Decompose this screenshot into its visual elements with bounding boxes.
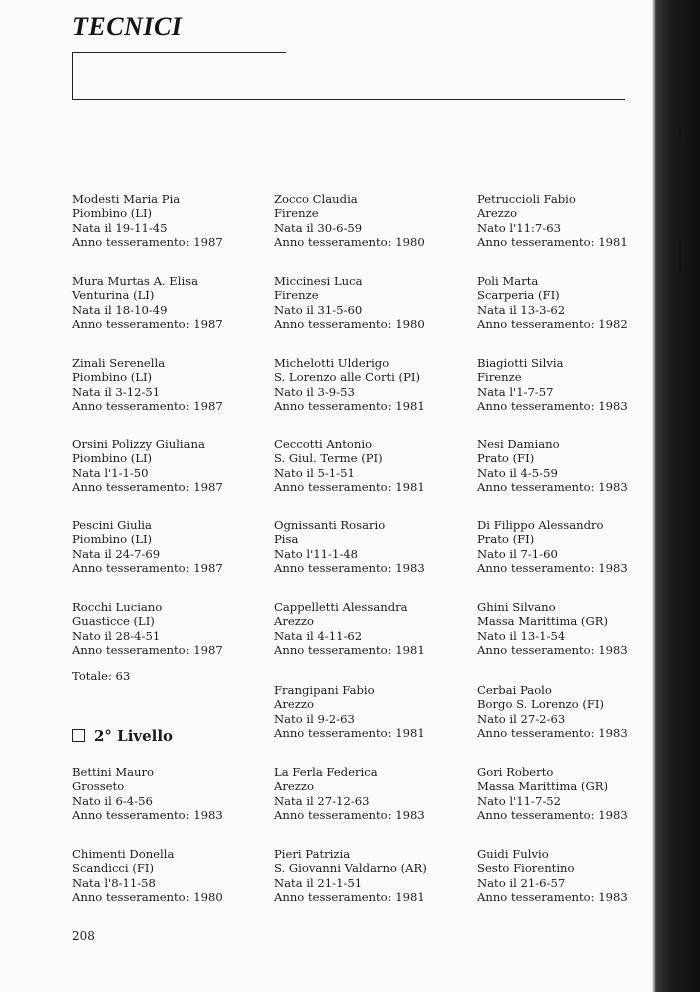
entry-card xyxy=(72,518,272,576)
spine-mark xyxy=(679,128,681,138)
entry-birth: Nato il 7-1-60 xyxy=(477,546,558,561)
entry-year: Anno tesseramento: 1981 xyxy=(274,890,425,905)
entry-name: Ghini Silvano xyxy=(477,600,556,614)
entry-year: Anno tesseramento: 1983 xyxy=(477,480,628,495)
entry-year: Anno tesseramento: 1980 xyxy=(274,235,425,250)
entry-card xyxy=(274,765,474,823)
entry-name: Chimenti Donella xyxy=(72,847,175,861)
entry-card xyxy=(477,600,677,658)
entry-year: Anno tesseramento: 1980 xyxy=(72,890,223,905)
entry-name: Bettini Mauro xyxy=(72,765,155,779)
entry-name: Michelotti Ulderigo xyxy=(274,356,390,370)
header-rule-top xyxy=(72,52,286,53)
entry-place: Grosseto xyxy=(72,779,125,794)
entry-birth: Nato il 27-2-63 xyxy=(477,711,566,726)
entry-card xyxy=(72,356,272,414)
level-heading xyxy=(72,727,173,745)
entry-card xyxy=(72,847,272,905)
entry-place: Scandicci (FI) xyxy=(72,861,154,876)
entry-card xyxy=(72,274,272,332)
entry-birth: Nato il 31-5-60 xyxy=(274,302,363,317)
entry-birth: Nato l'11-1-48 xyxy=(274,546,358,561)
entry-place: Arezzo xyxy=(274,697,314,712)
entry-card xyxy=(477,518,677,576)
entry-name: Mura Murtas A. Elisa xyxy=(72,274,199,288)
entry-name: Cerbai Paolo xyxy=(477,683,552,697)
entry-year: Anno tesseramento: 1983 xyxy=(477,561,628,576)
entry-birth: Nata il 3-12-51 xyxy=(72,384,161,399)
entry-year: Anno tesseramento: 1983 xyxy=(477,643,628,658)
header-rule-left xyxy=(72,52,73,100)
total-count: Totale: 63 xyxy=(72,669,131,683)
spine-mark xyxy=(679,240,681,270)
entry-birth: Nata il 24-7-69 xyxy=(72,546,161,561)
entry-name: Miccinesi Luca xyxy=(274,274,363,288)
entry-name: Orsini Polizzy Giuliana xyxy=(72,437,205,451)
entry-birth: Nato il 9-2-63 xyxy=(274,711,355,726)
entry-card xyxy=(477,683,677,741)
entry-birth: Nato il 3-9-53 xyxy=(274,384,355,399)
entry-birth: Nata l'1-1-50 xyxy=(72,465,149,480)
entry-card xyxy=(274,356,474,414)
entry-name: Biagiotti Silvia xyxy=(477,356,564,370)
entry-name: Zocco Claudia xyxy=(274,192,358,206)
entry-card xyxy=(477,765,677,823)
checkbox-square-icon xyxy=(72,729,85,742)
page-number: 208 xyxy=(72,929,95,943)
entry-place: Guasticce (LI) xyxy=(72,614,155,629)
entry-place: Scarperia (FI) xyxy=(477,288,560,303)
entry-card xyxy=(72,600,272,658)
level-heading-text: 2° Livello xyxy=(94,727,174,745)
entry-name: Rocchi Luciano xyxy=(72,600,163,614)
entry-name: Zinali Serenella xyxy=(72,356,166,370)
entry-card xyxy=(274,274,474,332)
entry-place: Firenze xyxy=(274,206,319,221)
entry-place: Pisa xyxy=(274,532,299,547)
entry-name: Ceccotti Antonio xyxy=(274,437,373,451)
entry-name: Gori Roberto xyxy=(477,765,554,779)
entry-card xyxy=(72,437,272,495)
entry-birth: Nata l'8-11-58 xyxy=(72,875,156,890)
entry-place: Piombino (LI) xyxy=(72,206,153,221)
entry-place: Prato (FI) xyxy=(477,451,535,466)
entry-birth: Nata il 13-3-62 xyxy=(477,302,566,317)
entry-birth: Nata il 4-11-62 xyxy=(274,628,363,643)
entry-year: Anno tesseramento: 1987 xyxy=(72,480,223,495)
entry-birth: Nato il 5-1-51 xyxy=(274,465,355,480)
entry-name: Frangipani Fabio xyxy=(274,683,375,697)
entry-birth: Nato l'11:7-63 xyxy=(477,220,561,235)
entry-name: Cappelletti Alessandra xyxy=(274,600,408,614)
entry-year: Anno tesseramento: 1981 xyxy=(274,399,425,414)
entry-card xyxy=(477,437,677,495)
entry-year: Anno tesseramento: 1983 xyxy=(477,890,628,905)
entry-place: Arezzo xyxy=(274,614,314,629)
entry-place: S. Giul. Terme (PI) xyxy=(274,451,383,466)
entry-birth: Nata l'1-7-57 xyxy=(477,384,554,399)
entry-card xyxy=(477,274,677,332)
entry-name: Guidi Fulvio xyxy=(477,847,549,861)
book-spine-edge xyxy=(652,0,700,992)
entry-name: Ognissanti Rosario xyxy=(274,518,386,532)
entry-card xyxy=(72,192,272,250)
entry-card xyxy=(274,600,474,658)
entry-place: Piombino (LI) xyxy=(72,451,153,466)
entry-place: Prato (FI) xyxy=(477,532,535,547)
entry-year: Anno tesseramento: 1983 xyxy=(477,808,628,823)
entry-year: Anno tesseramento: 1983 xyxy=(477,399,628,414)
entry-card xyxy=(274,683,474,741)
entry-place: S. Lorenzo alle Corti (PI) xyxy=(274,370,420,385)
entry-year: Anno tesseramento: 1980 xyxy=(274,317,425,332)
entry-year: Anno tesseramento: 1987 xyxy=(72,561,223,576)
entry-card xyxy=(477,192,677,250)
entry-name: Petruccioli Fabio xyxy=(477,192,576,206)
entry-birth: Nato il 6-4-56 xyxy=(72,793,153,808)
entry-place: Borgo S. Lorenzo (FI) xyxy=(477,697,605,712)
entry-place: Piombino (LI) xyxy=(72,532,153,547)
entry-place: Piombino (LI) xyxy=(72,370,153,385)
entry-year: Anno tesseramento: 1983 xyxy=(72,808,223,823)
entry-place: Massa Marittima (GR) xyxy=(477,779,608,794)
entry-birth: Nata il 30-6-59 xyxy=(274,220,363,235)
entry-birth: Nata il 18-10-49 xyxy=(72,302,168,317)
entry-card xyxy=(274,518,474,576)
entry-year: Anno tesseramento: 1983 xyxy=(274,808,425,823)
entry-card xyxy=(477,847,677,905)
entry-name: La Ferla Federica xyxy=(274,765,378,779)
entry-place: Sesto Fiorentino xyxy=(477,861,575,876)
entry-place: Firenze xyxy=(274,288,319,303)
entry-birth: Nato il 4-5-59 xyxy=(477,465,558,480)
entry-birth: Nata il 21-1-51 xyxy=(274,875,363,890)
entry-birth: Nato il 13-1-54 xyxy=(477,628,566,643)
entry-year: Anno tesseramento: 1987 xyxy=(72,643,223,658)
entry-card xyxy=(72,765,272,823)
entry-birth: Nato il 21-6-57 xyxy=(477,875,566,890)
entry-name: Pescini Giulia xyxy=(72,518,152,532)
entry-name: Pieri Patrizia xyxy=(274,847,351,861)
entry-year: Anno tesseramento: 1983 xyxy=(477,726,628,741)
entry-place: Arezzo xyxy=(274,779,314,794)
entry-card xyxy=(274,437,474,495)
entry-birth: Nata il 19-11-45 xyxy=(72,220,168,235)
entry-year: Anno tesseramento: 1981 xyxy=(274,643,425,658)
entry-place: Arezzo xyxy=(477,206,517,221)
entry-name: Modesti Maria Pia xyxy=(72,192,181,206)
entry-year: Anno tesseramento: 1981 xyxy=(274,480,425,495)
entry-card xyxy=(274,847,474,905)
entry-year: Anno tesseramento: 1987 xyxy=(72,317,223,332)
entry-year: Anno tesseramento: 1981 xyxy=(477,235,628,250)
entry-birth: Nato l'11-7-52 xyxy=(477,793,561,808)
entry-year: Anno tesseramento: 1987 xyxy=(72,399,223,414)
entry-name: Di Filippo Alessandro xyxy=(477,518,604,532)
entry-year: Anno tesseramento: 1982 xyxy=(477,317,628,332)
entry-card xyxy=(274,192,474,250)
entry-year: Anno tesseramento: 1987 xyxy=(72,235,223,250)
entry-card xyxy=(477,356,677,414)
header-rule-bottom xyxy=(72,99,625,100)
page-title: TECNICI xyxy=(72,12,183,41)
entry-year: Anno tesseramento: 1983 xyxy=(274,561,425,576)
entry-place: Massa Marittima (GR) xyxy=(477,614,608,629)
entry-place: Venturina (LI) xyxy=(72,288,155,303)
entry-place: S. Giovanni Valdarno (AR) xyxy=(274,861,427,876)
entry-name: Poli Marta xyxy=(477,274,539,288)
entry-name: Nesi Damiano xyxy=(477,437,560,451)
entry-place: Firenze xyxy=(477,370,522,385)
entry-birth: Nato il 28-4-51 xyxy=(72,628,161,643)
entry-birth: Nata il 27-12-63 xyxy=(274,793,370,808)
entry-year: Anno tesseramento: 1981 xyxy=(274,726,425,741)
